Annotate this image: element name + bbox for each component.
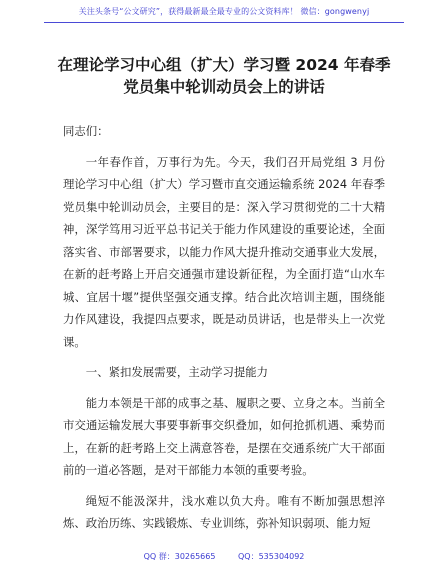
footer-banner: [0, 551, 448, 562]
paragraph-training: 绳短不能汲深井，浅水难以负大舟。唯有不断加强思想淬炼、政治历练、实践锻炼、专业训练，弥补知识弱项、能力短: [63, 493, 385, 530]
title-line-2: 党员集中轮训动员会上的讲话: [123, 78, 325, 96]
paragraph-ability: 能力本领是干部的成事之基、履职之要、立身之本。当前全市交通运输发展大事要事新事交织叠加，如何抢抓机遇、乘势而上，在新的赶考路上交上满意答卷，是摆在交通系统广大干部面前的一道必答题，是对干部能力本领的重要考验。: [63, 395, 385, 477]
qq-label: QQ：535304092: [238, 552, 305, 561]
title-line-1: 在理论学习中心组（扩大）学习暨 2024 年春季: [57, 56, 391, 74]
header-divider: [44, 22, 404, 23]
document-title: [40, 54, 408, 98]
qq-group-label: QQ 群：30265665: [143, 552, 216, 561]
document-body: [63, 120, 385, 535]
salutation: 同志们：: [63, 124, 109, 138]
header-banner: 关注头条号“公文研究”，获得最新最全最专业的公文资料库！ 微信：gongwenyj: [78, 7, 370, 16]
paragraph-opening: 一年春作首，万事行为先。今天，我们召开局党组 3 月份理论学习中心组（扩大）学习暨市直交通运输系统 2024 年春季党员集中轮训动员会，主要目的是：深入学习贯彻党的二十大精神，深学笃用习近平总书记关于能力作风建设的重要论述，全面落实省、市部署要求，以能力作风大提升推动交通事业大发展，在新的赶考路上开启交通强市建设新征程，为全面打造“山水车城、宜居十堰”提供坚强交通支撑。结合此次培训主题，围绕能力作风建设，我提四点要求，既是动员讲话，也是带头上一次党课。: [63, 154, 385, 349]
section-heading-1: 一、紧扣发展需要，主动学习提能力: [85, 365, 269, 379]
